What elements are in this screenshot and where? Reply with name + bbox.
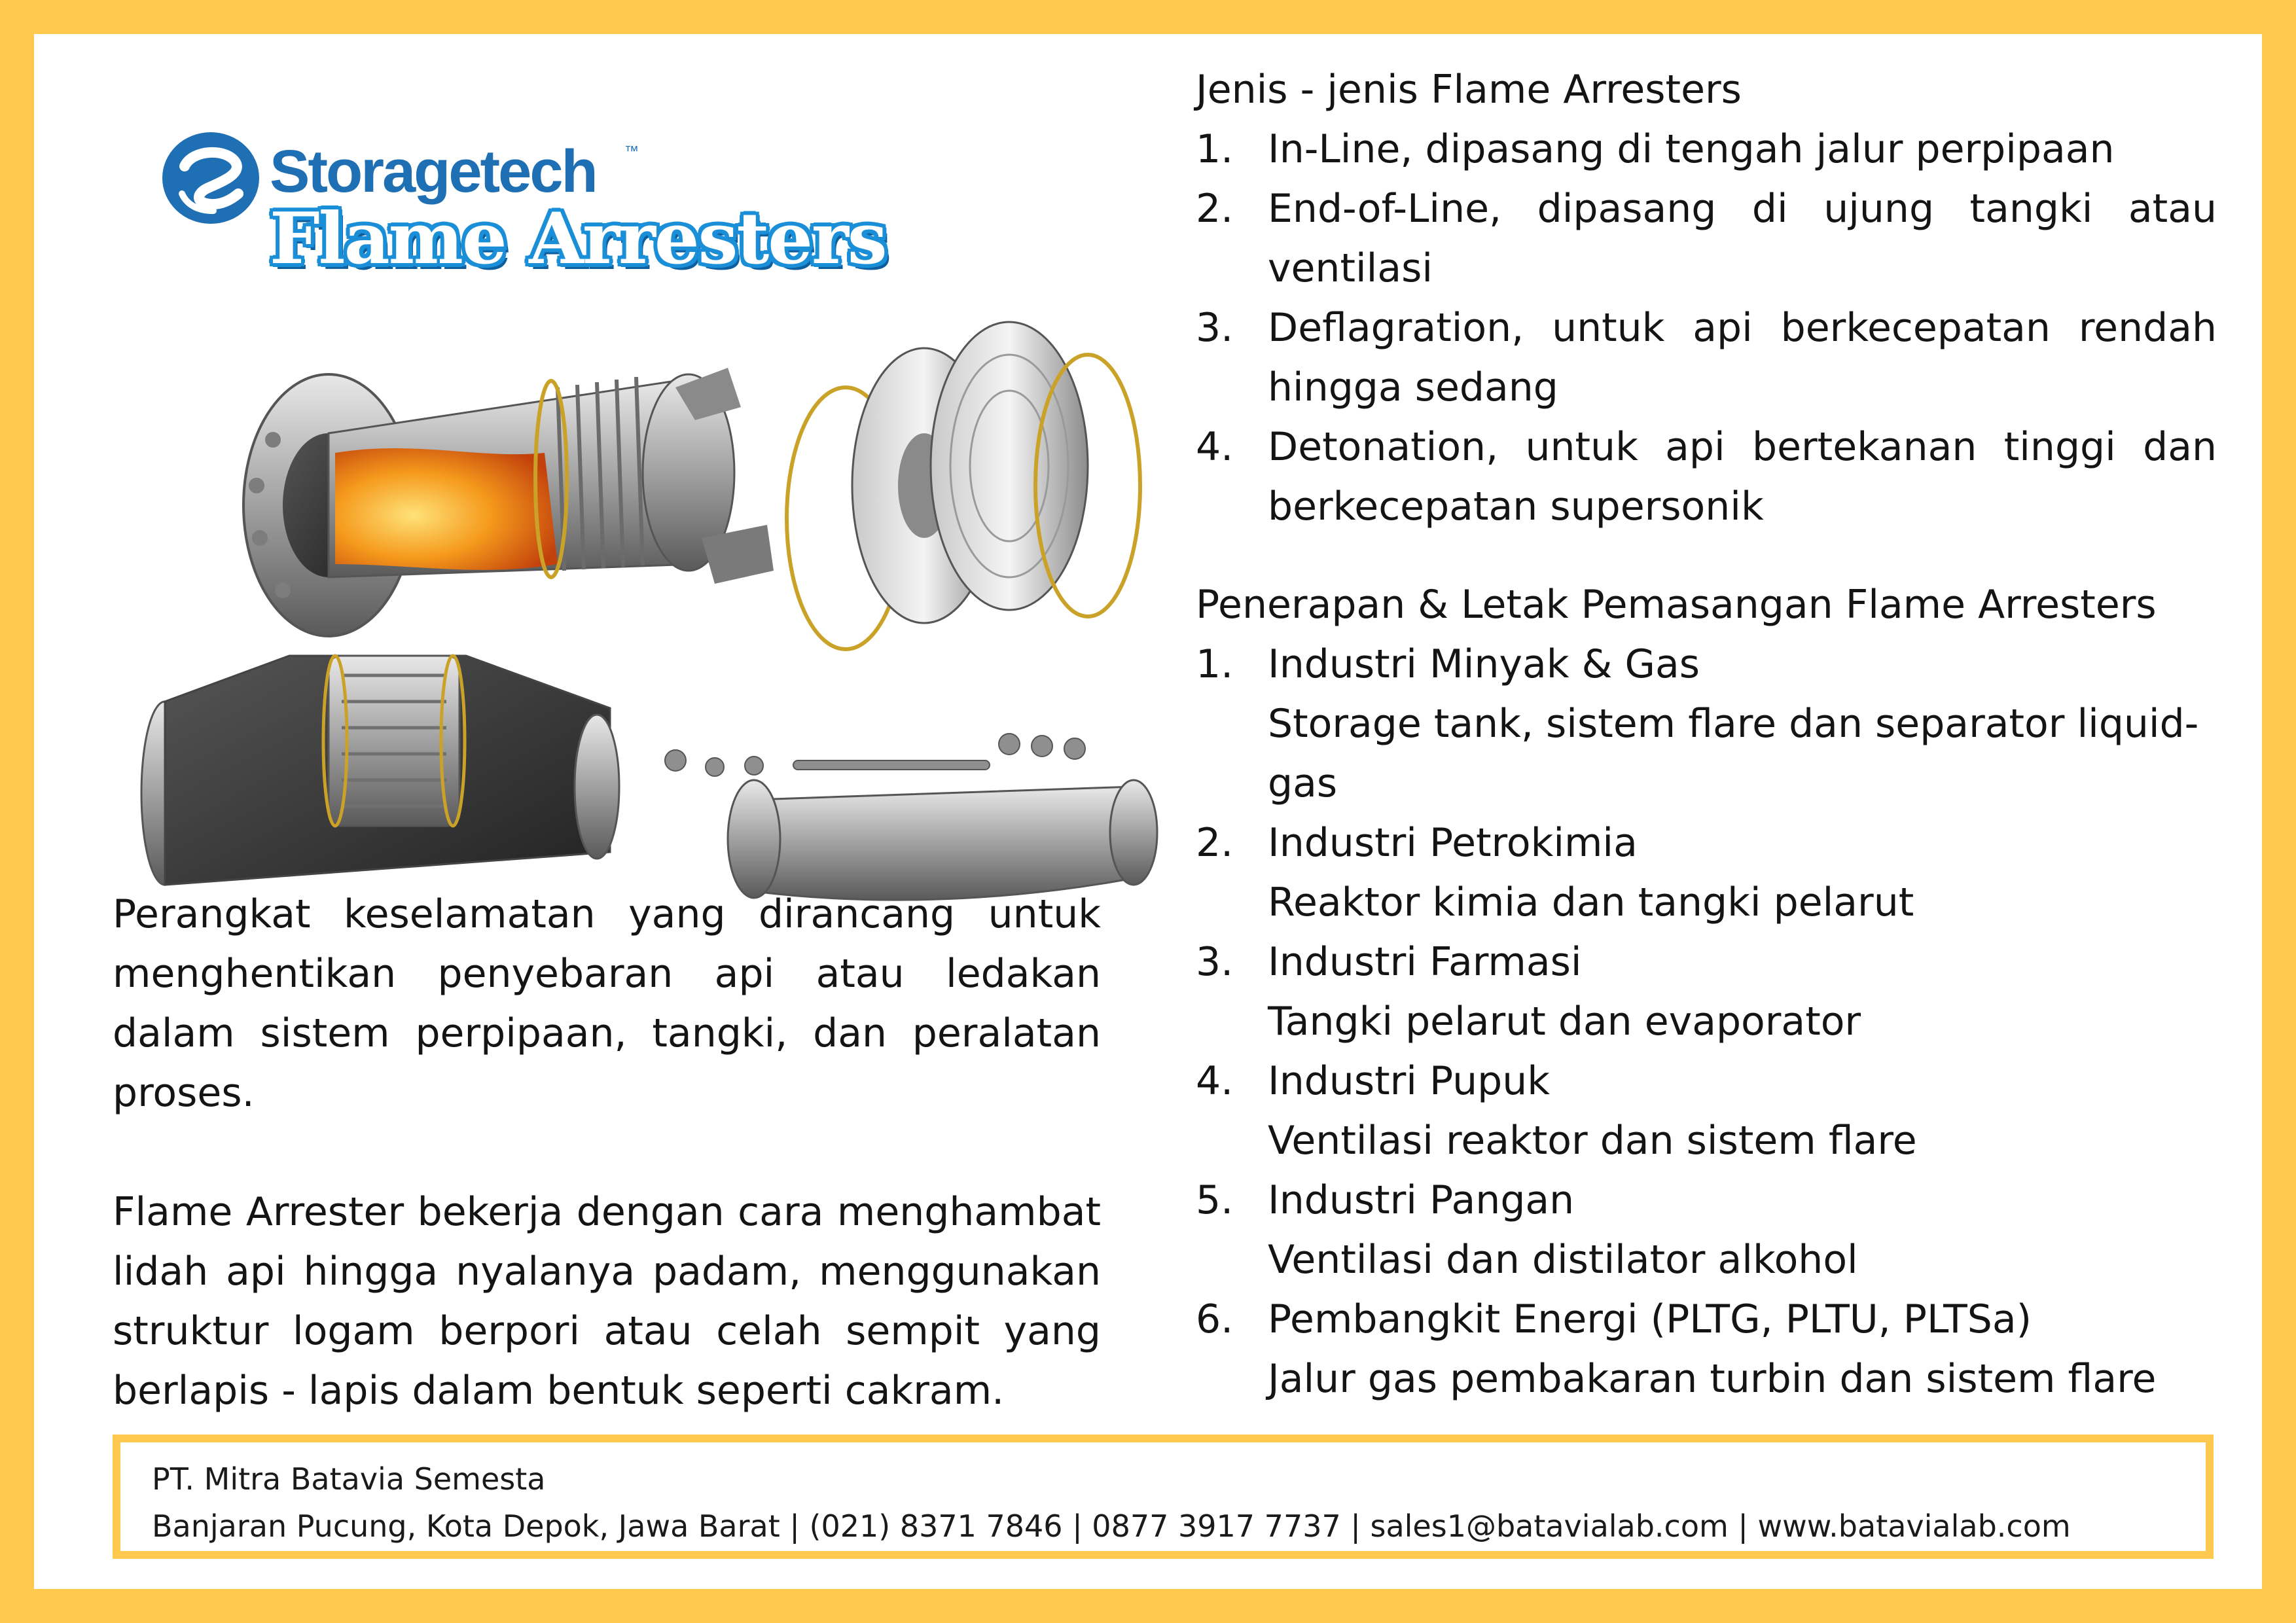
industry-detail: Storage tank, sistem flare dan separator liquid-gas xyxy=(1268,701,2199,806)
exploded-discs xyxy=(787,322,1140,649)
contact-details: Banjaran Pucung, Kota Depok, Jawa Barat | (021) 8371 7846 | 0877 3917 7737 | sales1@batavialab.com | www.batavialab.com xyxy=(152,1508,2071,1544)
description-paragraph-2: Flame Arrester bekerja dengan cara menghambat lidah api hingga nyalanya padam, menggunakan struktur logam berpori atau celah sempit yang berlapis - lapis dalam bentuk seperti cakram. xyxy=(113,1189,1101,1414)
company-name: PT. Mitra Batavia Semesta xyxy=(152,1461,546,1497)
half-shell-housing xyxy=(728,780,1157,900)
inline-arrester-cutaway xyxy=(243,368,774,636)
brand-logo xyxy=(158,119,911,283)
list-item xyxy=(1196,179,2217,298)
applications-list xyxy=(1196,635,2217,1409)
industry-title: Industri Pupuk xyxy=(1268,1058,1551,1104)
flyer-card xyxy=(34,34,2262,1589)
industry-title: Industri Petrokimia xyxy=(1268,820,1638,866)
list-item xyxy=(1196,418,2217,537)
list-text: Deflagration, untuk api berkecepatan rendah hingga sedang xyxy=(1268,305,2217,410)
list-number: 2. xyxy=(1196,186,1234,232)
types-heading: Jenis - jenis Flame Arresters xyxy=(1196,67,1742,113)
list-item xyxy=(1196,1052,2217,1171)
description-paragraph-1: Perangkat keselamatan yang dirancang untuk menghentikan penyebaran api atau ledakan dalam sistem perpipaan, tangki, dan peralatan proses. xyxy=(113,891,1101,1116)
list-item xyxy=(1196,933,2217,1052)
product-title: Flame Arresters xyxy=(270,198,886,280)
list-item xyxy=(1196,1290,2217,1409)
list-text: In-Line, dipasang di tengah jalur perpipaan xyxy=(1268,126,2115,172)
list-number: 2. xyxy=(1196,820,1234,866)
industry-title: Pembangkit Energi (PLTG, PLTU, PLTSa) xyxy=(1268,1296,2032,1342)
list-text: Detonation, untuk api bertekanan tinggi dan berkecepatan supersonik xyxy=(1268,424,2217,529)
list-item xyxy=(1196,635,2217,813)
industry-title: Industri Minyak & Gas xyxy=(1268,641,1700,687)
industry-title: Industri Pangan xyxy=(1268,1177,1575,1223)
bolts-and-nuts xyxy=(665,734,1085,776)
list-item xyxy=(1196,298,2217,418)
list-number: 4. xyxy=(1196,424,1234,470)
industry-detail: Jalur gas pembakaran turbin dan sistem flare xyxy=(1268,1356,2157,1402)
housing-cutaway xyxy=(141,656,619,885)
storagetech-swirl-icon xyxy=(158,126,263,230)
brand-name: Storagetech xyxy=(270,138,596,205)
applications-heading: Penerapan & Letak Pemasangan Flame Arresters xyxy=(1196,582,2157,628)
industry-detail: Reaktor kimia dan tangki pelarut xyxy=(1268,880,1914,925)
flame-arrester-illustration xyxy=(139,289,1160,904)
types-list xyxy=(1196,120,2217,537)
industry-detail: Tangki pelarut dan evaporator xyxy=(1268,999,1861,1044)
contact-footer xyxy=(113,1435,2214,1559)
trademark-symbol: ™ xyxy=(624,143,639,159)
industry-title: Industri Farmasi xyxy=(1268,939,1582,985)
list-number: 1. xyxy=(1196,641,1234,687)
list-number: 4. xyxy=(1196,1058,1234,1104)
list-number: 5. xyxy=(1196,1177,1234,1223)
list-number: 6. xyxy=(1196,1296,1234,1342)
industry-detail: Ventilasi reaktor dan sistem flare xyxy=(1268,1118,1917,1164)
list-number: 1. xyxy=(1196,126,1234,172)
list-number: 3. xyxy=(1196,305,1234,351)
list-item xyxy=(1196,813,2217,933)
list-text: End-of-Line, dipasang di ujung tangki atau ventilasi xyxy=(1268,186,2217,291)
list-item xyxy=(1196,120,2217,179)
industry-detail: Ventilasi dan distilator alkohol xyxy=(1268,1237,1858,1283)
list-number: 3. xyxy=(1196,939,1234,985)
list-item xyxy=(1196,1171,2217,1290)
